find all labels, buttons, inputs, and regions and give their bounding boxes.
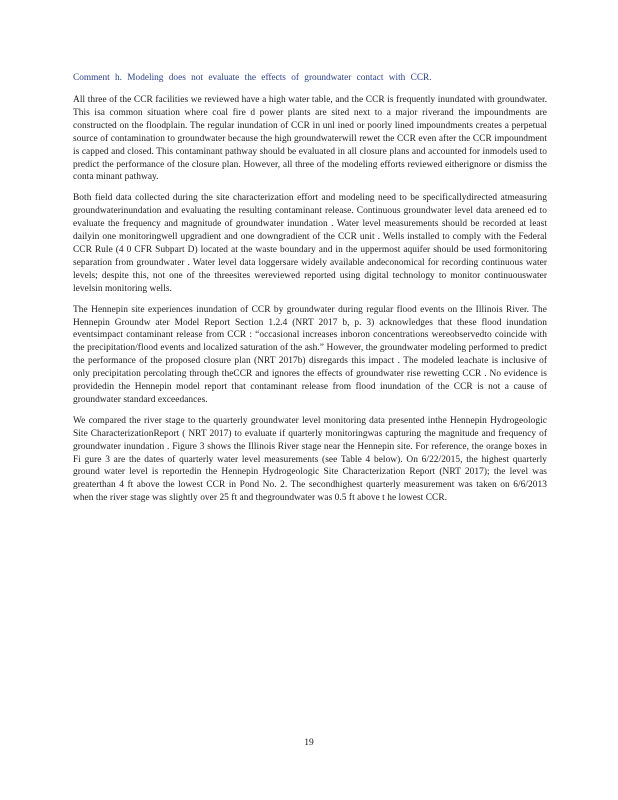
page-content <box>73 72 547 513</box>
paragraph-inundation: All three of the CCR facilities we reviewed have a high water table, and the CCR is frequently inundated with groundwater. This isa common situation where coal fire d power plants are sited next to a major riverand the impoundments are constructed on the floodplain. The regular inundation of CCR in unl ined or poorly lined impoundments creates a perpetual source of contamination to groundwater because the high groundwaterwill rewet the CCR even after the CCR impoundment is capped and closed. This contaminant pathway should be evaluated in all closure plans and accounted for inmodels used to predict the performance of the closure plan. However, all three of the modeling efforts reviewed eitherignore or dismiss the conta minant pathway. <box>73 95 547 183</box>
paragraph-field-data: Both field data collected during the site characterization effort and modeling need to be specificallydirected atmeasuring groundwaterinundation and evaluating the resulting contaminant release. Continuous groundwater level data areneed ed to evaluate the frequency and magnitude of groundwater inundation . Water level measurements should be recorded at least dailyin one monitoringwell upgradient and one downgradient of the CCR unit . Wells installed to comply with the Federal CCR Rule (4 0 CFR Subpart D) located at the waste boundary and in the uppermost aquifer should be used formonitoring separation from groundwater . Water level data loggersare widely available andeconomical for recording continuous water levels; despite this, not one of the threesites wereviewed reported using digital technology to monitor continuouswater levelsin monitoring wells. <box>73 193 547 294</box>
paragraph-hennepin: The Hennepin site experiences inundation of CCR by groundwater during regular flood events on the Illinois River. The Hennepin Groundw ater Model Report Section 1.2.4 (NRT 2017 b, p. 3) acknowledges that these flood inundation eventsimpact contaminant release from CCR : “occasional increases inboron concentrations wereobservedto coincide with the precipitation/flood events and localized saturation of the ash.” However, the groundwater modeling performed to predict the performance of the proposed closure plan (NRT 2017b) disregards this impact . The modeled leachate is inclusive of only precipitation percolating through theCCR and ignores the effects of groundwater rise rewetting CCR . No evidence is providedin the Hennepin model report that contaminant release from flood inundation of the CCR is not a cause of groundwater standard exceedances. <box>73 304 547 405</box>
page-number: 19 <box>304 738 314 748</box>
comment-heading: Comment h. Modeling does not evaluate the effects of groundwater contact with CCR. <box>73 73 432 83</box>
paragraph-river-stage: We compared the river stage to the quarterly groundwater level monitoring data presented inthe Hennepin Hydrogeologic Site CharacterizationReport ( NRT 2017) to evaluate if quarterly monitoringwas capturing the magnitude and frequency of groundwater inundation . Figure 3 shows the Illinois River stage near the Hennepin site. For reference, the orange boxes in Fi gure 3 are the dates of quarterly water level measurements (see Table 4 below). On 6/22/2015, the highest quarterly ground water level is reportedin the Hennepin Hydrogeologic Site Characterization Report (NRT 2017); the level was greaterthan 4 ft above the lowest CCR in Pond No. 2. The secondhighest quarterly measurement was taken on 6/6/2013 when the river stage was slightly over 25 ft and thegroundwater was 0.5 ft above t he lowest CCR. <box>73 415 547 504</box>
